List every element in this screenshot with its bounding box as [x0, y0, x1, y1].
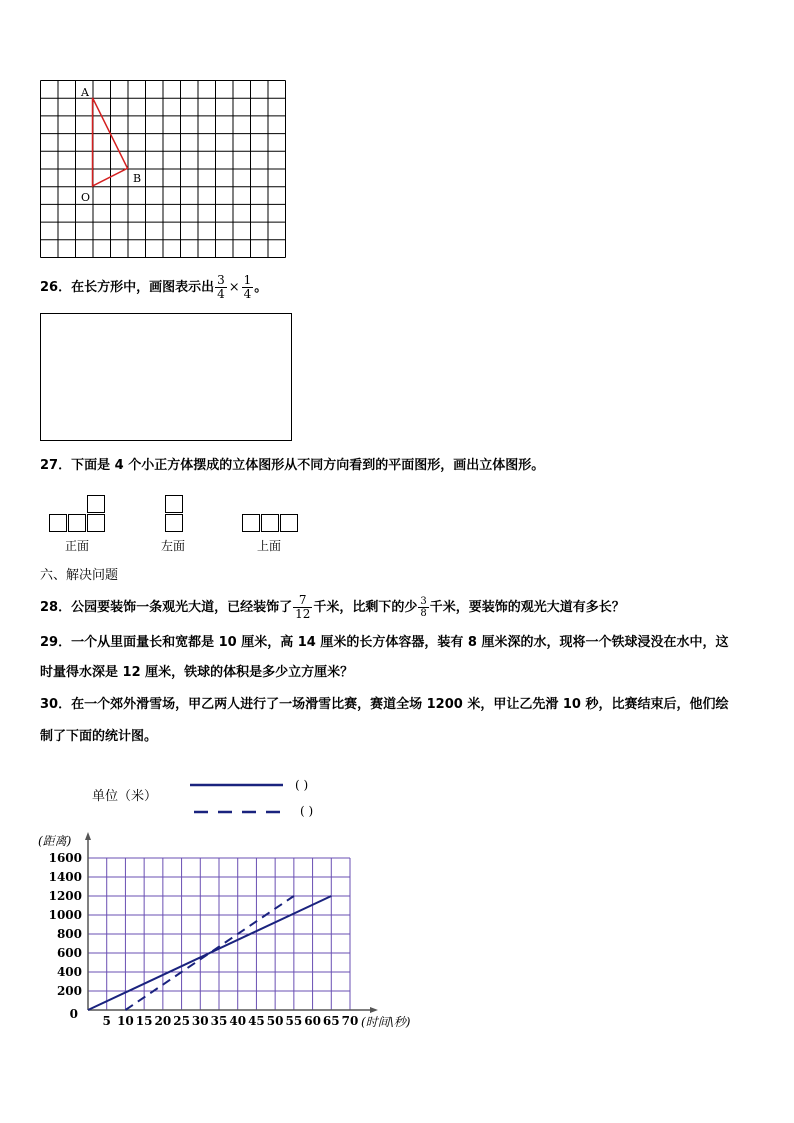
x-axis-arrow — [370, 1007, 378, 1013]
x-tick-label: 45 — [248, 1014, 265, 1028]
y-tick-label: 800 — [56, 927, 82, 941]
x-tick-label: 5 — [102, 1014, 111, 1028]
view-cell — [165, 495, 183, 513]
y-tick-label: 1400 — [48, 870, 82, 884]
q26-number: 26． — [40, 280, 72, 295]
view-cell — [49, 514, 67, 532]
section-6-title: 六、解决问题 — [40, 568, 119, 583]
x-tick-label: 40 — [229, 1014, 247, 1028]
q27-text: 下面是 4 个小正方体摆成的立体图形从不同方向看到的平面图形，画出立体图形。 — [71, 458, 545, 473]
front-view — [49, 494, 109, 534]
x-axis-label: (时间\秒) — [361, 1015, 411, 1029]
question-30-line-1: 30．在一个郊外滑雪场，甲乙两人进行了一场滑雪比赛，赛道全场 1200 米，甲让乙先滑 10 秒，比赛结束后，他们绘 — [40, 697, 729, 712]
y-tick-label: 1000 — [48, 908, 82, 922]
y-tick-label: 1600 — [48, 851, 82, 865]
grid-figure — [40, 80, 290, 260]
y-tick-label: 200 — [56, 984, 82, 998]
x-tick-label: 55 — [285, 1014, 303, 1028]
q26-fraction-1: $\frac{3}{4}$ — [217, 273, 225, 301]
x-tick-label: 50 — [266, 1014, 284, 1028]
label-a: A — [81, 86, 89, 99]
question-30-line-2: 制了下面的统计图。 — [40, 729, 158, 744]
x-tick-label: 15 — [135, 1014, 153, 1028]
answer-rectangle[interactable] — [40, 313, 292, 441]
question-27 — [40, 457, 544, 475]
x-tick-label: 35 — [210, 1014, 228, 1028]
top-view-label: 上面 — [257, 539, 282, 553]
left-view — [165, 494, 185, 534]
top-view — [242, 494, 302, 534]
front-view-label: 正面 — [65, 539, 90, 553]
view-cell — [261, 514, 279, 532]
chart-ticks — [49, 851, 359, 1028]
legend-dashed-label: ( ) — [300, 804, 314, 818]
y-tick-label: 600 — [56, 946, 82, 960]
x-tick-label: 20 — [154, 1014, 172, 1028]
view-cell — [87, 495, 105, 513]
view-cell — [87, 514, 105, 532]
x-tick-label: 60 — [304, 1014, 321, 1028]
q28-fraction-1: $\frac{7}{12}$ — [295, 593, 311, 621]
y-tick-label: 1200 — [48, 889, 82, 903]
label-o: O — [81, 191, 91, 204]
q26-fraction-2: $\frac{1}{4}$ — [243, 273, 252, 301]
view-cell — [280, 514, 298, 532]
grid-lines — [41, 81, 286, 258]
q27-number: 27． — [40, 458, 72, 473]
q28-number: 28． — [40, 600, 72, 615]
view-cell — [68, 514, 86, 532]
x-tick-label: 25 — [173, 1014, 190, 1028]
view-cell — [165, 514, 183, 532]
unit-label: 单位（米） — [92, 789, 158, 804]
x-tick-label: 65 — [322, 1014, 340, 1028]
y-tick-label: 400 — [56, 965, 82, 979]
q28-fraction-2: $\frac{3}{8}$ — [420, 596, 427, 619]
q29-number: 29． — [40, 635, 72, 650]
x-tick-label: 70 — [341, 1014, 359, 1028]
question-29-line-1: 29．一个从里面量长和宽都是 10 厘米，高 14 厘米的长方体容器，装有 8 厘米深的水，现将一个铁球浸没在水中，这 — [40, 635, 729, 650]
x-tick-label: 30 — [191, 1014, 209, 1028]
label-b: B — [133, 172, 142, 185]
q30-number: 30． — [40, 697, 72, 712]
left-view-label: 左面 — [161, 539, 186, 553]
view-cell — [242, 514, 260, 532]
times-sign: × — [228, 280, 240, 295]
chart-grid — [85, 832, 378, 1013]
y-axis-label: (距离) — [38, 834, 72, 848]
q26-text: 在长方形中，画图表示出 — [71, 280, 215, 295]
y-axis-arrow — [85, 832, 91, 840]
question-28: 28．公园要装饰一条观光大道，已经装饰了 $\frac{7}{12}$ 千米，比剩下的少 $\frac{3}{8}$ 千米，要装饰的观光大道有多长？ — [40, 593, 625, 621]
distance-time-chart — [30, 770, 440, 1040]
question-29-line-2: 时量得水深是 12 厘米，铁球的体积是多少立方厘米？ — [40, 665, 354, 680]
y-tick-label: 0 — [69, 1007, 78, 1021]
x-tick-label: 10 — [117, 1014, 134, 1028]
question-26: 26．在长方形中，画图表示出 $\frac{3}{4}$ × $\frac{1}{4}$ 。 — [40, 273, 268, 301]
legend-solid-label: ( ) — [295, 778, 309, 792]
